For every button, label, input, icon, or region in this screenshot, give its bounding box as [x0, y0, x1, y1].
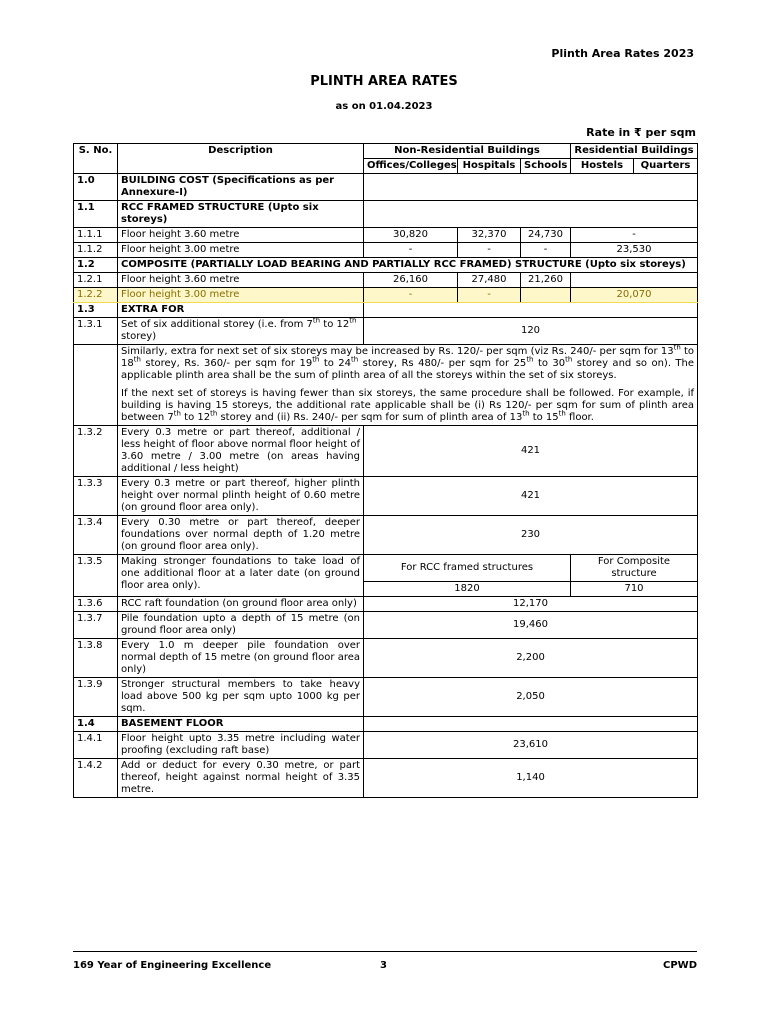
row-sno: 1.3.7	[74, 612, 118, 639]
row-description: RCC FRAMED STRUCTURE (Upto six storeys)	[118, 201, 364, 228]
table-row	[74, 732, 698, 759]
value-hospitals: 27,480	[458, 273, 521, 288]
row-description: Stronger structural members to take heavy load above 500 kg per sqm upto 1000 kg per sqm.	[118, 678, 364, 717]
row-sno: 1.4	[74, 717, 118, 732]
header-description: Description	[118, 144, 364, 174]
footer-divider	[73, 951, 697, 952]
value-offices: -	[364, 243, 458, 258]
row-description: Floor height 3.60 metre	[118, 273, 364, 288]
row-sno: 1.2.1	[74, 273, 118, 288]
table-row	[74, 273, 698, 288]
value-schools: 24,730	[521, 228, 571, 243]
value-schools: -	[521, 243, 571, 258]
header-sno: S. No.	[74, 144, 118, 174]
row-value: 421	[364, 477, 698, 516]
row-description: Set of six additional storey (i.e. from 7th to 12th storey)	[118, 318, 364, 345]
row-description: Add or deduct for every 0.30 metre, or part thereof, height against normal height of 3.35 metre.	[118, 759, 364, 798]
row-sno: 1.3.3	[74, 477, 118, 516]
header-residential: Residential Buildings	[571, 144, 698, 159]
table-row	[74, 678, 698, 717]
row-value: 1,140	[364, 759, 698, 798]
notes-row	[74, 345, 698, 426]
row-value: 421	[364, 426, 698, 477]
header-hostels: Hostels	[571, 159, 634, 174]
row-sno: 1.0	[74, 174, 118, 201]
plinth-area-rates-table	[73, 143, 698, 798]
table-row	[74, 597, 698, 612]
table-row	[74, 426, 698, 477]
label-rcc-framed: For RCC framed structures	[364, 555, 571, 582]
value-offices: 26,160	[364, 273, 458, 288]
row-description: RCC raft foundation (on ground floor area only)	[118, 597, 364, 612]
row-description: EXTRA FOR	[118, 303, 364, 318]
label-composite: For Composite structure	[571, 555, 698, 582]
row-sno: 1.3.2	[74, 426, 118, 477]
value-residential	[571, 273, 698, 288]
value-offices: -	[364, 288, 458, 303]
row-sno: 1.4.1	[74, 732, 118, 759]
row-sno: 1.2	[74, 258, 118, 273]
row-sno: 1.3.1	[74, 318, 118, 345]
table-row	[74, 174, 698, 201]
value-schools: 21,260	[521, 273, 571, 288]
value-offices: 30,820	[364, 228, 458, 243]
page-number: 3	[380, 960, 387, 971]
value-residential: 20,070	[571, 288, 698, 303]
highlighted-table-row	[74, 288, 698, 303]
row-description: Making stronger foundations to take load of one additional floor at a later date (on ground floor area only).	[118, 555, 364, 597]
row-description: COMPOSITE (PARTIALLY LOAD BEARING AND PARTIALLY RCC FRAMED) STRUCTURE (Upto six storeys)	[118, 258, 698, 273]
row-value: 230	[364, 516, 698, 555]
header-offices: Offices/Colleges	[364, 159, 458, 174]
footer-right: CPWD	[663, 960, 697, 971]
table-header-row	[74, 144, 698, 159]
row-description: Floor height 3.00 metre	[118, 288, 364, 303]
row-description: Floor height upto 3.35 metre including water proofing (excluding raft base)	[118, 732, 364, 759]
row-value: 120	[364, 318, 698, 345]
value-residential: -	[571, 228, 698, 243]
table-row	[74, 639, 698, 678]
table-row	[74, 318, 698, 345]
row-value: 12,170	[364, 597, 698, 612]
row-sno: 1.1.1	[74, 228, 118, 243]
table-row	[74, 555, 698, 582]
table-row	[74, 228, 698, 243]
row-sno: 1.1.2	[74, 243, 118, 258]
page-subtitle: as on 01.04.2023	[335, 101, 433, 112]
rate-unit-label: Rate in ₹ per sqm	[586, 126, 696, 139]
row-sno: 1.3	[74, 303, 118, 318]
running-header: Plinth Area Rates 2023	[551, 47, 694, 60]
row-description: Pile foundation upto a depth of 15 metre (on ground floor area only)	[118, 612, 364, 639]
table-row	[74, 717, 698, 732]
value-composite: 710	[571, 582, 698, 597]
table-row	[74, 201, 698, 228]
row-sno: 1.1	[74, 201, 118, 228]
table-row	[74, 303, 698, 318]
row-description: Every 1.0 m deeper pile foundation over normal depth of 15 metre (on ground floor area only)	[118, 639, 364, 678]
row-sno: 1.4.2	[74, 759, 118, 798]
row-description: BASEMENT FLOOR	[118, 717, 364, 732]
footer-left: 169 Year of Engineering Excellence	[73, 960, 272, 971]
row-sno: 1.3.4	[74, 516, 118, 555]
row-description: Floor height 3.60 metre	[118, 228, 364, 243]
row-description: Every 0.3 metre or part thereof, additional / less height of floor above normal floor height of 3.60 metre / 3.00 metre (on areas having additional / less height)	[118, 426, 364, 477]
table-row	[74, 516, 698, 555]
row-value: 19,460	[364, 612, 698, 639]
row-sno: 1.2.2	[74, 288, 118, 303]
row-description: Every 0.30 metre or part thereof, deeper foundations over normal depth of 1.20 metre (on ground floor area only).	[118, 516, 364, 555]
row-description: BUILDING COST (Specifications as per Annexure-I)	[118, 174, 364, 201]
notes-cell	[118, 345, 698, 426]
note-paragraph: Similarly, extra for next set of six storeys may be increased by Rs. 120/- per sqm (viz Rs. 240/- per sqm for 13th to 18th storey, Rs. 360/- per sqm for 19th to 24th storey, Rs 480/- per sqm for 25th to 30th storey and so on). The applicable plinth area shall be the sum of plinth area of all the storeys within the set of six storeys.	[121, 343, 695, 381]
value-hospitals: -	[458, 243, 521, 258]
value-hospitals: 32,370	[458, 228, 521, 243]
header-quarters: Quarters	[634, 159, 698, 174]
table-row	[74, 612, 698, 639]
header-non-residential: Non-Residential Buildings	[364, 144, 571, 159]
row-sno: 1.3.5	[74, 555, 118, 597]
value-hospitals: -	[458, 288, 521, 303]
table-row	[74, 477, 698, 516]
value-rcc-framed: 1820	[364, 582, 571, 597]
page-title: PLINTH AREA RATES	[310, 74, 458, 89]
row-sno: 1.3.6	[74, 597, 118, 612]
row-description: Every 0.3 metre or part thereof, higher plinth height over normal plinth height of 0.60 metre (on ground floor area only).	[118, 477, 364, 516]
value-schools	[521, 288, 571, 303]
row-description: Floor height 3.00 metre	[118, 243, 364, 258]
table-row	[74, 759, 698, 798]
note-paragraph: If the next set of storeys is having fewer than six storeys, the same procedure shall be followed. For example, if building is having 15 storeys, the additional rate applicable shall be (i) Rs 120/- per sqm for sum of plinth area between 7th to 12th storey and (ii) Rs. 240/- per sqm for sum of plinth area of 13th to 15th floor.	[121, 388, 695, 423]
row-sno: 1.3.9	[74, 678, 118, 717]
row-value: 2,050	[364, 678, 698, 717]
header-hospitals: Hospitals	[458, 159, 521, 174]
table-row	[74, 243, 698, 258]
table-row	[74, 258, 698, 273]
row-sno: 1.3.8	[74, 639, 118, 678]
header-schools: Schools	[521, 159, 571, 174]
value-residential: 23,530	[571, 243, 698, 258]
row-value: 23,610	[364, 732, 698, 759]
row-value: 2,200	[364, 639, 698, 678]
